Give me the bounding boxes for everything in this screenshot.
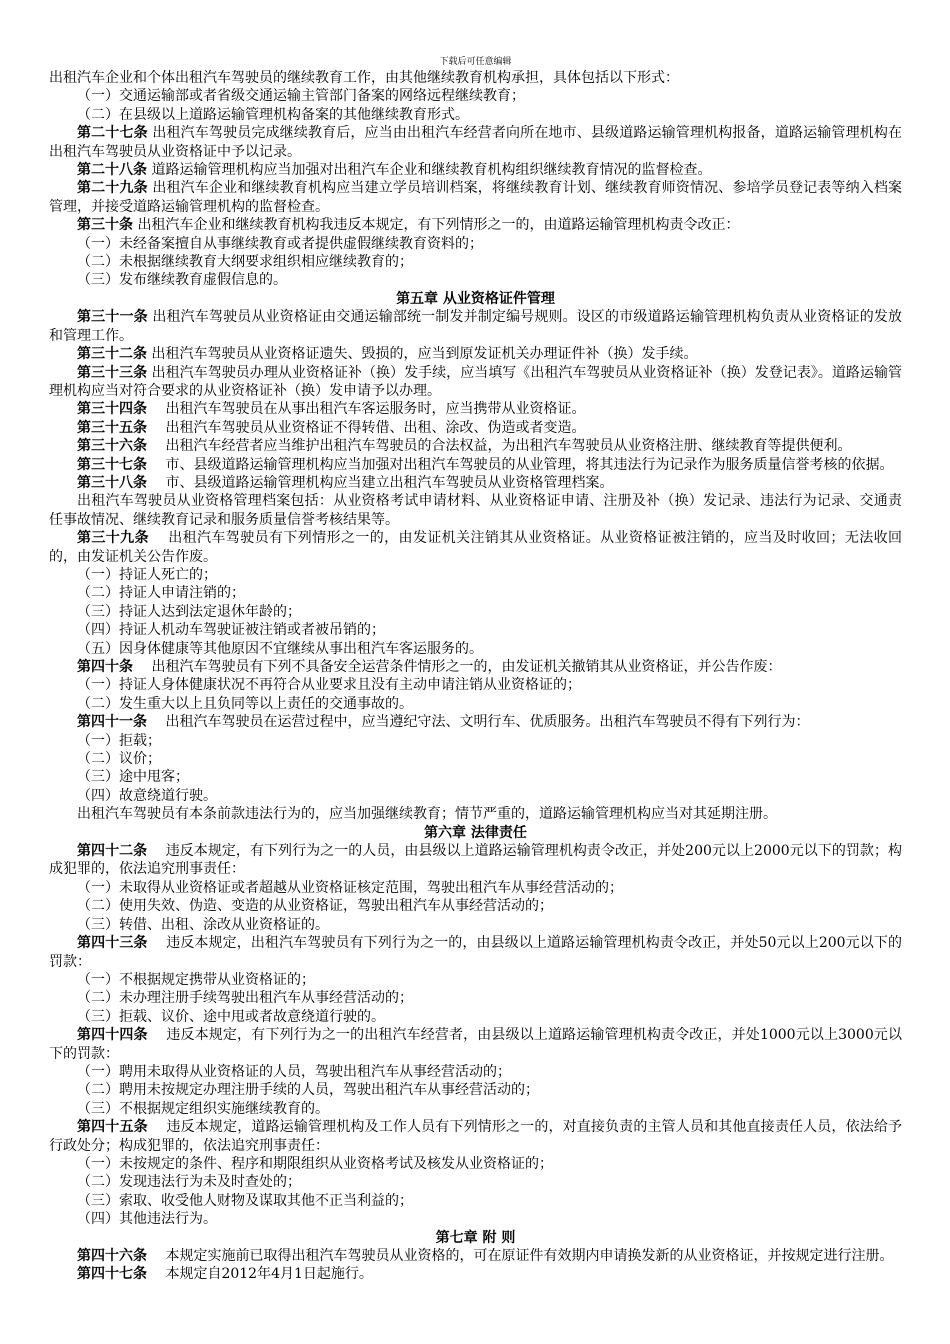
article-paragraph [49,529,902,566]
article-number: 第四十六条 [77,1248,147,1264]
article-number: 第四十一条 [77,714,147,731]
list-item: （四）持证人机动车驾驶证被注销或者被吊销的； [77,622,385,639]
article-paragraph [49,456,902,474]
article-paragraph [49,345,902,363]
article-number: 第四十七条 [77,1266,147,1283]
article-text: 本规定自2012年4月1日起施行。 [147,1266,373,1283]
list-item: （一）未取得从业资格证或者超越从业资格证核定范围，驾驶出租汽车从事经营活动的； [77,879,623,896]
list-item: （二）未根据继续教育大纲要求组织相应继续教育的； [77,254,413,271]
article-number: 第四十条 [77,659,133,675]
article-paragraph [49,400,902,418]
article-number: 第三十二条 [77,346,147,363]
article-paragraph [49,842,902,879]
list-item: （三）发布继续教育虚假信息的。 [77,272,287,289]
list-item: （二）议价； [77,751,161,768]
article-number: 第三十七条 [77,456,147,473]
article-text: 违反本规定，有下列行为之一的人员，由县级以上道路运输管理机构责令改正，并处200元以上2000元以下的罚款；构成犯罪的，依法追究刑事责任： [49,843,902,878]
document-page [49,0,902,1284]
article-paragraph [49,179,902,216]
list-item: （一）未经备案擅自从事继续教育或者提供虚假继续教育资料的； [77,235,483,252]
article-number: 第四十二条 [77,843,148,860]
list-item: （四）故意绕道行驶。 [77,787,217,804]
article-paragraph [49,1118,902,1155]
article-text: 出租汽车驾驶员在从事出租汽车客运服务时，应当携带从业资格证。 [147,401,586,418]
article-number: 第三十三条 [77,364,148,381]
article-text: 本规定实施前已取得出租汽车驾驶员从业资格的，可在原证件有效期内申请换发新的从业资格证，并按规定进行注册。 [147,1248,894,1264]
list-item: （一）持证人身体健康状况不再符合从业要求且没有主动申请注销从业资格证的； [77,677,581,694]
article-number: 第三十四条 [77,401,147,418]
article-text: 出租汽车驾驶员有下列情形之一的，由发证机关注销其从业资格证。从业资格证被注销的，应当及时收回；无法收回的，由发证机关公告作废。 [49,530,903,565]
article-text: 出租汽车驾驶员有下列不具备安全运营条件情形之一的，由发证机关撤销其从业资格证，并公告作废： [133,659,782,675]
chapter-heading: 第七章 附 则 [435,1229,516,1246]
article-text: 出租汽车驾驶员从业资格证不得转借、出租、涂改、伪造或者变造。 [147,419,586,436]
article-number: 第二十七条 [77,125,148,142]
article-paragraph [49,713,902,731]
article-text: 违反本规定，出租汽车驾驶员有下列行为之一的，由县级以上道路运输管理机构责令改正，并处50元以上200元以下的罚款： [49,935,903,970]
list-item: （一）交通运输部或者省级交通运输主管部门备案的网络远程继续教育； [77,88,525,105]
list-item: （二）未办理注册手续驾驶出租汽车从事经营活动的； [77,990,413,1007]
article-number: 第四十五条 [77,1119,148,1136]
list-item: （一）聘用未取得从业资格证的人员，驾驶出租汽车从事经营活动的； [77,1063,511,1080]
list-item: （二）发生重大以上且负同等以上责任的交通事故的。 [77,695,413,712]
list-item: （一）持证人死亡的； [77,566,217,583]
paragraph: 出租汽车企业和个体出租汽车驾驶员的继续教育工作，由其他继续教育机构承担，具体包括以下形式： [49,70,679,86]
chapter-heading: 第五章 从业资格证件管理 [396,290,555,307]
page-header: 下载后可任意编辑 [439,57,512,67]
article-text: 违反本规定，道路运输管理机构及工作人员有下列情形之一的，对直接负责的主管人员和其他直接责任人员，依法给予行政处分；构成犯罪的，依法追究刑事责任： [49,1119,903,1154]
list-item: （三）途中甩客； [77,769,189,786]
article-text: 出租汽车驾驶员从业资格证由交通运输部统一制发并制定编号规则。设区的市级道路运输管理机构负责从业资格证的发放和管理工作。 [49,309,903,344]
list-item: （二）发现违法行为未及时查处的； [77,1174,301,1191]
article-number: 第三十六条 [77,438,147,455]
list-item: （二）在县级以上道路运输管理机构备案的其他继续教育形式。 [77,106,469,123]
article-paragraph [49,437,902,455]
list-item: （三）持证人达到法定退休年龄的； [77,603,301,620]
list-item: （四）其他违法行为。 [77,1211,217,1228]
list-item: （三）转借、出租、涂改从业资格证的。 [77,916,329,933]
list-item: （三）拒载、议价、途中甩或者故意绕道行驶的。 [77,1008,385,1025]
article-text: 出租汽车驾驶员从业资格证遗失、毁损的，应当到原发证机关办理证件补（换）发手续。 [147,346,698,363]
list-item: （一）不根据规定携带从业资格证的； [77,971,315,988]
list-item: （一）未按规定的条件、程序和期限组织从业资格考试及核发从业资格证的； [77,1155,553,1172]
article-paragraph [49,658,902,676]
article-paragraph [49,124,902,161]
chapter-heading: 第六章 法律责任 [424,824,527,841]
article-text: 出租汽车驾驶员办理从业资格证补（换）发手续，应当填写《出租汽车驾驶员从业资格证补（换）发登记表》。道路运输管理机构应当对符合要求的从业资格证补（换）发申请予以办理。 [49,364,903,399]
article-text: 出租汽车企业和继续教育机构我违反本规定，有下列情形之一的，由道路运输管理机构责令改正： [133,217,740,234]
document-body [49,69,902,1284]
list-item: （二）使用失效、伪造、变造的从业资格证，驾驶出租汽车从事经营活动的； [77,898,553,915]
list-item: （一）拒载； [77,732,161,749]
article-text: 道路运输管理机构应当加强对出租汽车企业和继续教育机构组织继续教育情况的监督检查。 [147,162,712,179]
article-paragraph [49,1247,902,1265]
list-item: （二）聘用未按规定办理注册手续的人员，驾驶出租汽车从事经营活动的； [77,1082,539,1099]
article-number: 第三十一条 [77,309,148,326]
article-number: 第三十九条 [77,530,149,547]
article-number: 第三十条 [77,217,133,234]
article-paragraph [49,419,902,437]
list-item: （三）索取、收受他人财物及谋取其他不正当利益的； [77,1192,413,1209]
article-text: 市、县级道路运输管理机构应当加强对出租汽车驾驶员的从业管理，将其违法行为记录作为服务质量信誉考核的依据。 [147,456,894,473]
article-paragraph [49,161,902,179]
article-number: 第二十八条 [77,162,147,179]
article-paragraph [49,364,902,401]
article-number: 第三十五条 [77,419,147,436]
paragraph: 出租汽车驾驶员有本条前款违法行为的，应当加强继续教育；情节严重的，道路运输管理机构应当对其延期注册。 [77,806,777,823]
article-paragraph [49,1026,902,1063]
article-paragraph [49,308,902,345]
article-text: 出租汽车驾驶员完成继续教育后，应当由出租汽车经营者向所在地市、县级道路运输管理机构报备，道路运输管理机构在出租汽车驾驶员从业资格证中予以记录。 [49,125,903,160]
list-item: （二）持证人申请注销的； [77,585,245,602]
article-text: 出租汽车经营者应当维护出租汽车驾驶员的合法权益，为出租汽车驾驶员从业资格注册、继续教育等提供便利。 [147,438,852,455]
paragraph: 出租汽车驾驶员从业资格管理档案包括：从业资格考试申请材料、从业资格证申请、注册及补（换）发记录、违法行为记录、交通责任事故情况、继续教育记录和服务质量信誉考核结果等。 [49,493,902,528]
article-text: 违反本规定，有下列行为之一的出租汽车经营者，由县级以上道路运输管理机构责令改正，并处1000元以上3000元以下的罚款： [49,1027,902,1062]
article-text: 出租汽车驾驶员在运营过程中，应当遵纪守法、文明行车、优质服务。出租汽车驾驶员不得有下列行为： [147,714,810,731]
article-number: 第四十三条 [77,935,148,952]
article-paragraph [49,1265,902,1283]
article-paragraph [49,934,902,971]
article-number: 第三十八条 [77,474,147,491]
list-item: （五）因身体健康等其他原因不宜继续从事出租汽车客运服务的。 [77,640,483,657]
article-text: 出租汽车企业和继续教育机构应当建立学员培训档案，将继续教育计划、继续教育师资情况、参培学员登记表等纳入档案管理，并接受道路运输管理机构的监督检查。 [49,180,903,215]
article-paragraph [49,474,902,492]
article-text: 市、县级道路运输管理机构应当建立出租汽车驾驶员从业资格管理档案。 [147,474,614,491]
list-item: （三）不根据规定组织实施继续教育的。 [77,1100,329,1117]
article-number: 第二十九条 [77,180,148,197]
article-paragraph [49,216,902,234]
article-number: 第四十四条 [77,1027,148,1044]
